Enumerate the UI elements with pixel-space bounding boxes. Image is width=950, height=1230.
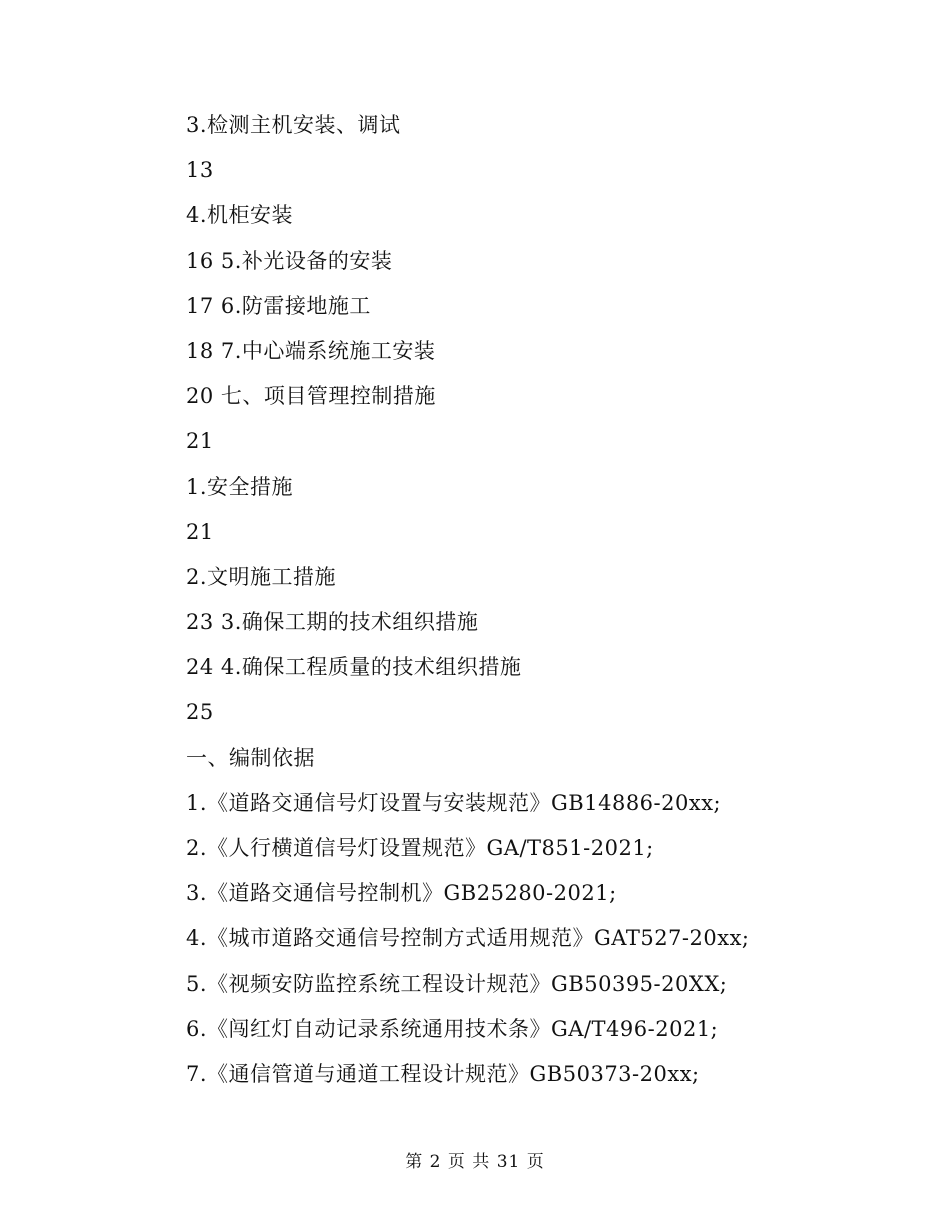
reference-item: 2.《人行横道信号灯设置规范》GA/T851-2021;: [186, 836, 654, 860]
reference-item: 1.《道路交通信号灯设置与安装规范》GB14886-20xx;: [186, 790, 722, 815]
toc-line: 13: [186, 158, 214, 183]
document-body: [186, 103, 886, 1097]
toc-line: 21: [186, 519, 214, 544]
reference-item: 3.《道路交通信号控制机》GB25280-2021;: [186, 881, 617, 906]
toc-line: 4.机柜安装: [186, 203, 294, 228]
toc-line: 18 7.中心端系统施工安装: [186, 338, 436, 363]
toc-line: 2.文明施工措施: [186, 564, 337, 589]
toc-line: 20 七、项目管理控制措施: [186, 384, 436, 409]
reference-item: 6.《闯红灯自动记录系统通用技术条》GA/T496-2021;: [186, 1016, 719, 1041]
toc-line: 1.安全措施: [186, 474, 294, 499]
toc-line: 21: [186, 429, 214, 454]
toc-line: 17 6.防雷接地施工: [186, 293, 371, 318]
toc-line: 25: [186, 700, 214, 725]
section-heading: 一、编制依据: [186, 745, 315, 770]
reference-item: 5.《视频安防监控系统工程设计规范》GB50395-20XX;: [186, 971, 728, 996]
toc-line: 24 4.确保工程质量的技术组织措施: [186, 655, 522, 680]
toc-line: 16 5.补光设备的安装: [186, 248, 393, 273]
reference-item: 7.《通信管道与通道工程设计规范》GB50373-20xx;: [186, 1061, 700, 1086]
page-number-footer: 第 2 页 共 31 页: [405, 1152, 545, 1172]
toc-line: 3.检测主机安装、调试: [186, 113, 401, 137]
toc-line: 23 3.确保工期的技术组织措施: [186, 610, 479, 635]
reference-item: 4.《城市道路交通信号控制方式适用规范》GAT527-20xx;: [186, 926, 750, 951]
